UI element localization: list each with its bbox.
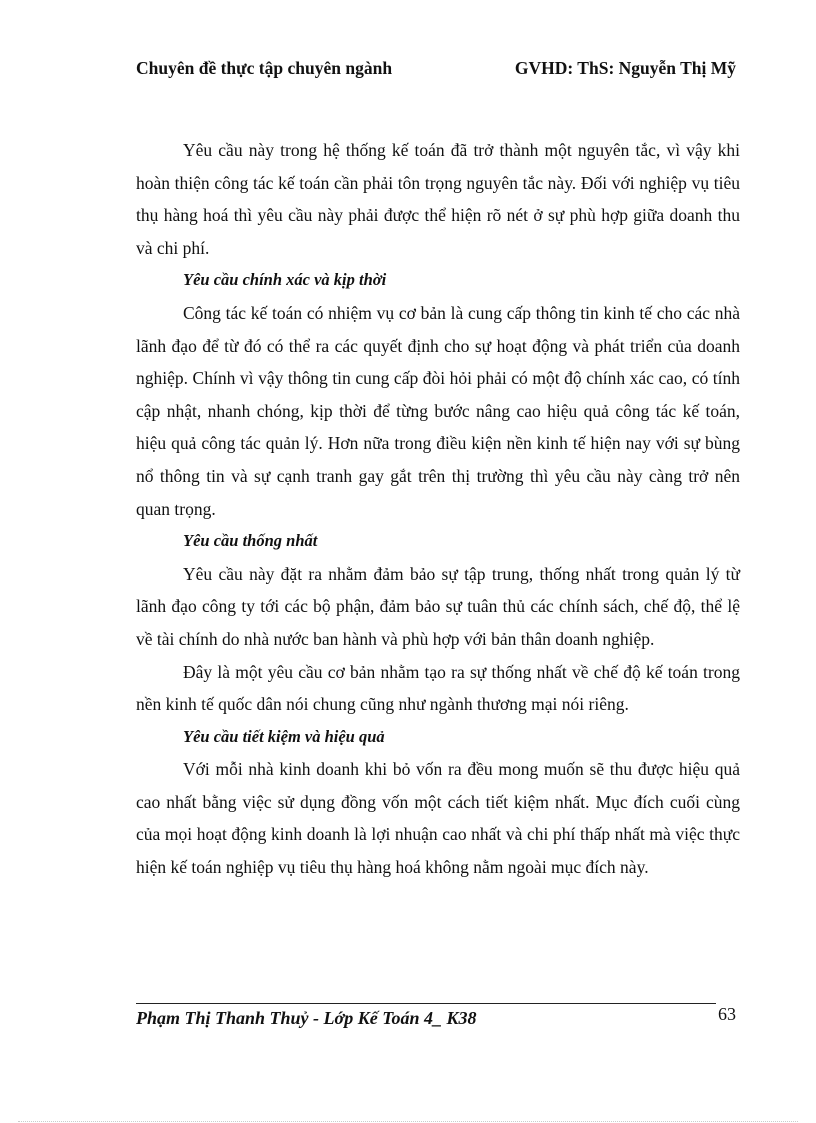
paragraph: Đây là một yêu cầu cơ bản nhằm tạo ra sự thống nhất về chế độ kế toán trong nền kinh tế quốc dân nói chung cũng như ngành thương mại nói riêng.: [136, 661, 740, 715]
footer-author: Phạm Thị Thanh Thuỷ - Lớp Kế Toán 4_ K38: [136, 1008, 477, 1028]
subheading: Yêu cầu thống nhất: [183, 531, 318, 551]
paragraph: Yêu cầu này đặt ra nhằm đảm bảo sự tập trung, thống nhất trong quản lý từ lãnh đạo công ty tới các bộ phận, đảm bảo sự tuân thủ các chính sách, chế độ, thể lệ về tài chính do nhà nước ban hành và phù hợp với bản thân doanh nghiệp.: [136, 563, 740, 649]
document-body: [136, 134, 740, 884]
paragraph: Công tác kế toán có nhiệm vụ cơ bản là cung cấp thông tin kinh tế cho các nhà lãnh đạo để từ đó có thể ra các quyết định cho sự hoạt động và phát triển của doanh nghiệp. Chính vì vậy thông tin cung cấp đòi hỏi phải có một độ chính xác cao, có tính cập nhật, nhanh chóng, kịp thời để từng bước nâng cao hiệu quả công tác kế toán, hiệu quả công tác quản lý. Hơn nữa trong điều kiện nền kinh tế hiện nay với sự bùng nổ thông tin và sự cạnh tranh gay gắt trên thị trường thì yêu cầu này càng trở nên quan trọng.: [136, 302, 740, 519]
subheading: Yêu cầu chính xác và kịp thời: [183, 270, 387, 290]
page-bottom-border: [18, 1121, 798, 1122]
header-supervisor: GVHD: ThS: Nguyễn Thị Mỹ: [514, 58, 736, 78]
header-title: Chuyên đề thực tập chuyên ngành: [136, 58, 393, 78]
subheading: Yêu cầu tiết kiệm và hiệu quả: [183, 726, 385, 746]
page-footer: [136, 1004, 740, 1029]
page-header: [136, 58, 736, 79]
paragraph: Với mỗi nhà kinh doanh khi bỏ vốn ra đều mong muốn sẽ thu được hiệu quả cao nhất bằng việc sử dụng đồng vốn một cách tiết kiệm nhất. Mục đích cuối cùng của mọi hoạt động kinh doanh là lợi nhuận cao nhất và chi phí thấp nhất mà việc thực hiện kế toán nghiệp vụ tiêu thụ hàng hoá không nằm ngoài mục đích này.: [136, 759, 740, 878]
page-number: 63: [718, 1004, 736, 1024]
footer-divider: [136, 1003, 716, 1004]
paragraph: Yêu cầu này trong hệ thống kế toán đã trở thành một nguyên tắc, vì vậy khi hoàn thiện công tác kế toán cần phải tôn trọng nguyên tắc này. Đối với nghiệp vụ tiêu thụ hàng hoá thì yêu cầu này phải được thể hiện rõ nét ở sự phù hợp giữa doanh thu và chi phí.: [136, 140, 740, 258]
